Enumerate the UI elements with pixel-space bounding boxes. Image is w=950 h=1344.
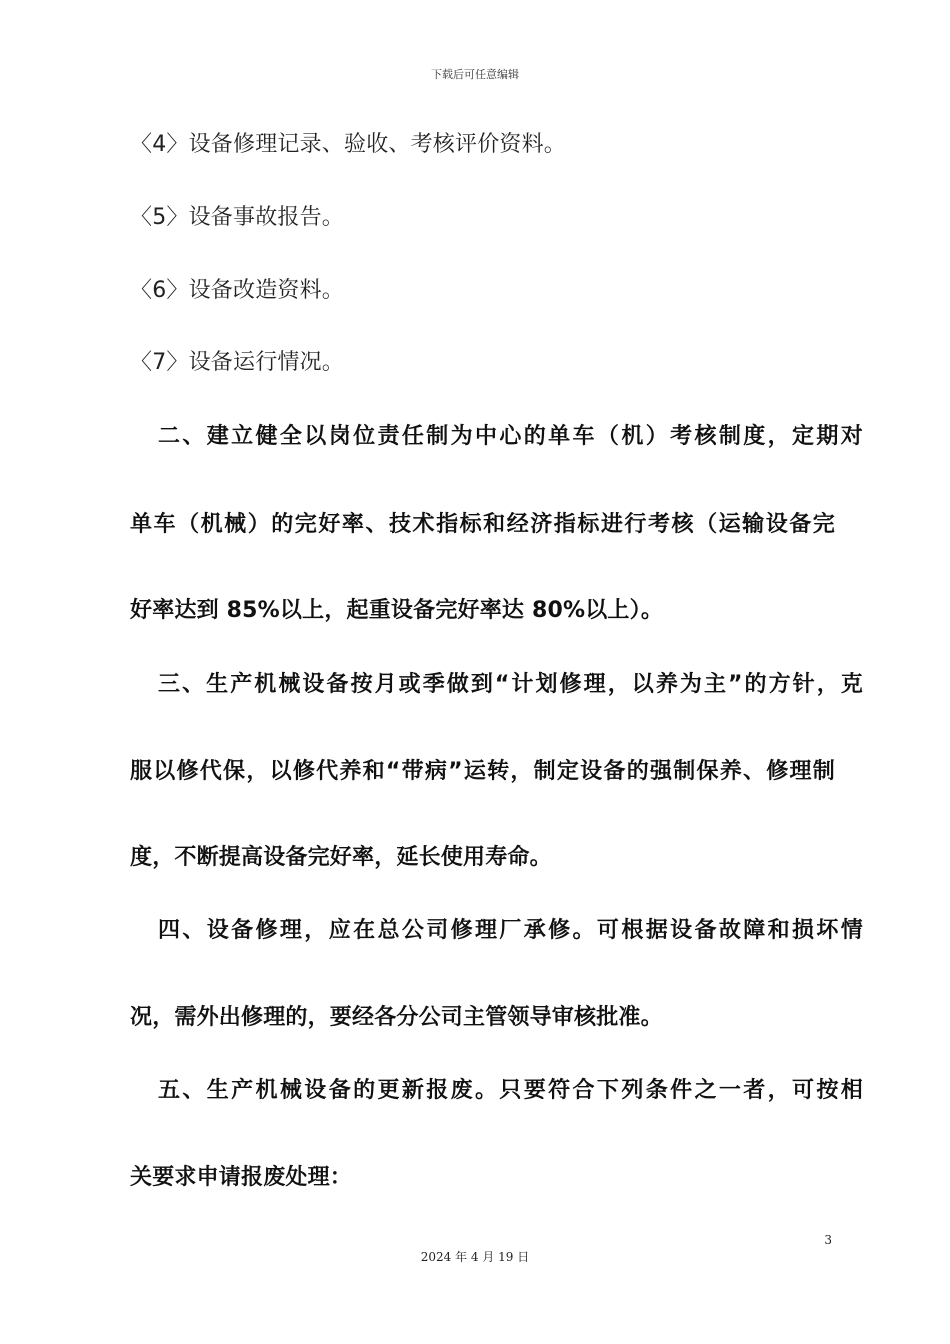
footer-date: 2024 年 4 月 19 日 xyxy=(420,1250,530,1264)
paragraph-line: 二、建立健全以岗位责任制为中心的单车（机）考核制度，定期对 xyxy=(158,424,863,449)
page-number: 3 xyxy=(824,1233,832,1247)
list-item: 〈4〉设备修理记录、验收、考核评价资料。 xyxy=(130,132,566,157)
list-item: 〈7〉设备运行情况。 xyxy=(130,350,344,375)
page-header: 下载后可任意编辑 xyxy=(431,68,519,81)
paragraph-line: 度，不断提高设备完好率，延长使用寿命。 xyxy=(130,845,552,870)
paragraph-line: 服以修代保，以修代养和“带病”运转，制定设备的强制保养、修理制 xyxy=(130,759,835,784)
list-item: 〈6〉设备改造资料。 xyxy=(130,278,344,303)
paragraph-line: 单车（机械）的完好率、技术指标和经济指标进行考核（运输设备完 xyxy=(130,512,835,537)
paragraph-line: 况，需外出修理的，要经各分公司主管领导审核批准。 xyxy=(130,1005,663,1030)
paragraph-line: 好率达到 85%以上，起重设备完好率达 80%以上）。 xyxy=(130,598,664,623)
paragraph-line: 五、生产机械设备的更新报废。只要符合下列条件之一者，可按相 xyxy=(158,1078,863,1103)
paragraph-line: 三、生产机械设备按月或季做到“计划修理，以养为主”的方针，克 xyxy=(158,672,863,697)
paragraph-line: 四、设备修理，应在总公司修理厂承修。可根据设备故障和损坏情 xyxy=(158,918,863,943)
paragraph-line: 关要求申请报废处理： xyxy=(130,1165,353,1190)
list-item: 〈5〉设备事故报告。 xyxy=(130,205,344,230)
